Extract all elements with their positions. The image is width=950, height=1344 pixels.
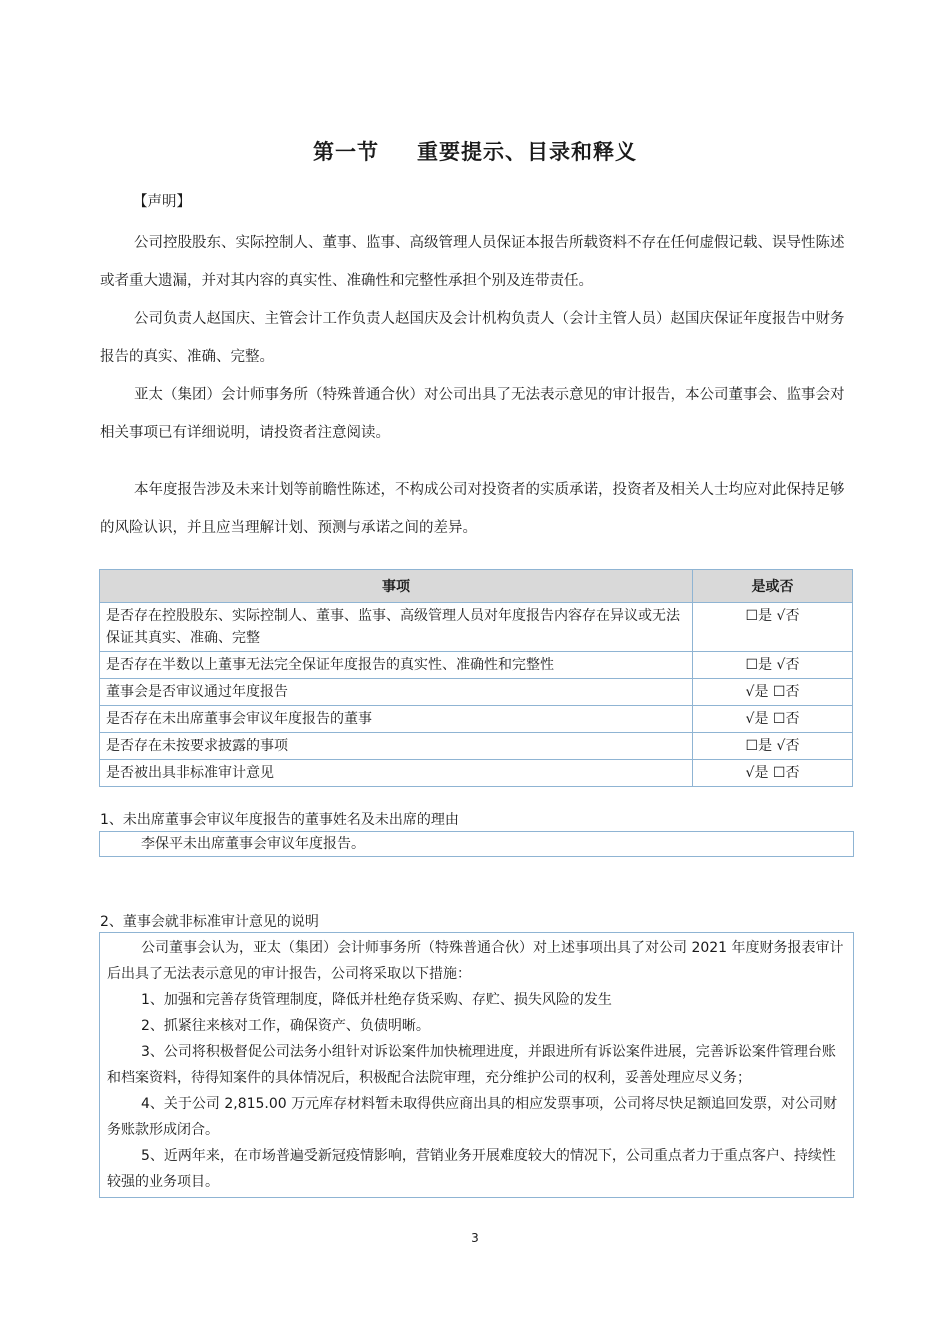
page-title [0,136,950,166]
explanation-measure: 5、近两年来，在市场普遍受新冠疫情影响，营销业务开展难度较大的情况下，公司重点者力于重点客户、持续性较强的业务项目。 [107,1148,836,1190]
matter-answer: ☐是 √否 [693,652,853,679]
matter-item: 是否被出具非标准审计意见 [100,760,693,787]
table-header-row [100,570,853,603]
table-row [100,760,853,787]
matter-item: 是否存在未出席董事会审议年度报告的董事 [100,706,693,733]
section-number: 第一节 [313,140,379,164]
matters-table [99,569,853,787]
table-row [100,652,853,679]
paragraph-guarantee: 公司控股股东、实际控制人、董事、监事、高级管理人员保证本报告所载资料不存在任何虚假记载、误导性陈述或者重大遗漏，并对其内容的真实性、准确性和完整性承担个别及连带责任。 [100,235,845,289]
matter-item: 董事会是否审议通过年度报告 [100,679,693,706]
explanation-intro: 公司董事会认为，亚太（集团）会计师事务所（特殊普通合伙）对上述事项出具了对公司 2021 年度财务报表审计后出具了无法表示意见的审计报告，公司将采取以下措施： [107,940,844,982]
matter-answer: √是 ☐否 [693,760,853,787]
explanation-measure: 4、关于公司 2,815.00 万元库存材料暂未取得供应商出具的相应发票事项，公司将尽快足额追回发票，对公司财务账款形成闭合。 [107,1096,838,1138]
paragraph-forward-looking: 本年度报告涉及未来计划等前瞻性陈述，不构成公司对投资者的实质承诺，投资者及相关人士均应对此保持足够的风险认识，并且应当理解计划、预测与承诺之间的差异。 [100,482,845,536]
explanation-measure: 1、加强和完善存货管理制度，降低并杜绝存货采购、存贮、损失风险的发生 [141,992,612,1008]
table-row [100,679,853,706]
matter-answer: ☐是 √否 [693,733,853,760]
matter-item: 是否存在控股股东、实际控制人、董事、监事、高级管理人员对年度报告内容存在异议或无法保证其真实、准确、完整 [100,603,693,652]
page-number: 3 [471,1231,479,1245]
column-header-item: 事项 [100,570,693,603]
matter-answer: √是 ☐否 [693,706,853,733]
absent-directors-heading: 1、未出席董事会审议年度报告的董事姓名及未出席的理由 [100,812,459,828]
matter-item: 是否存在半数以上董事无法完全保证年度报告的真实性、准确性和完整性 [100,652,693,679]
column-header-answer: 是或否 [693,570,853,603]
matter-item: 是否存在未按要求披露的事项 [100,733,693,760]
explanation-measure: 2、抓紧往来核对工作，确保资产、负债明晰。 [141,1018,430,1034]
section-title: 重要提示、目录和释义 [417,140,637,164]
paragraph-responsible: 公司负责人赵国庆、主管会计工作负责人赵国庆及会计机构负责人（会计主管人员）赵国庆保证年度报告中财务报告的真实、准确、完整。 [100,311,845,365]
table-row [100,706,853,733]
board-explanation-heading: 2、董事会就非标准审计意见的说明 [100,914,319,930]
table-row [100,733,853,760]
matter-answer: √是 ☐否 [693,679,853,706]
absent-directors-box: 李保平未出席董事会审议年度报告。 [99,831,854,857]
declaration-label: 【声明】 [133,194,191,210]
paragraph-audit: 亚太（集团）会计师事务所（特殊普通合伙）对公司出具了无法表示意见的审计报告，本公司董事会、监事会对相关事项已有详细说明，请投资者注意阅读。 [100,387,845,441]
table-row [100,603,853,652]
matter-answer: ☐是 √否 [693,603,853,652]
explanation-measure: 3、公司将积极督促公司法务小组针对诉讼案件加快梳理进度，并跟进所有诉讼案件进展，完善诉讼案件管理台账和档案资料，待得知案件的具体情况后，积极配合法院审理，充分维护公司的权利，妥善处理应尽义务； [107,1044,836,1086]
board-explanation-box [99,932,854,1198]
